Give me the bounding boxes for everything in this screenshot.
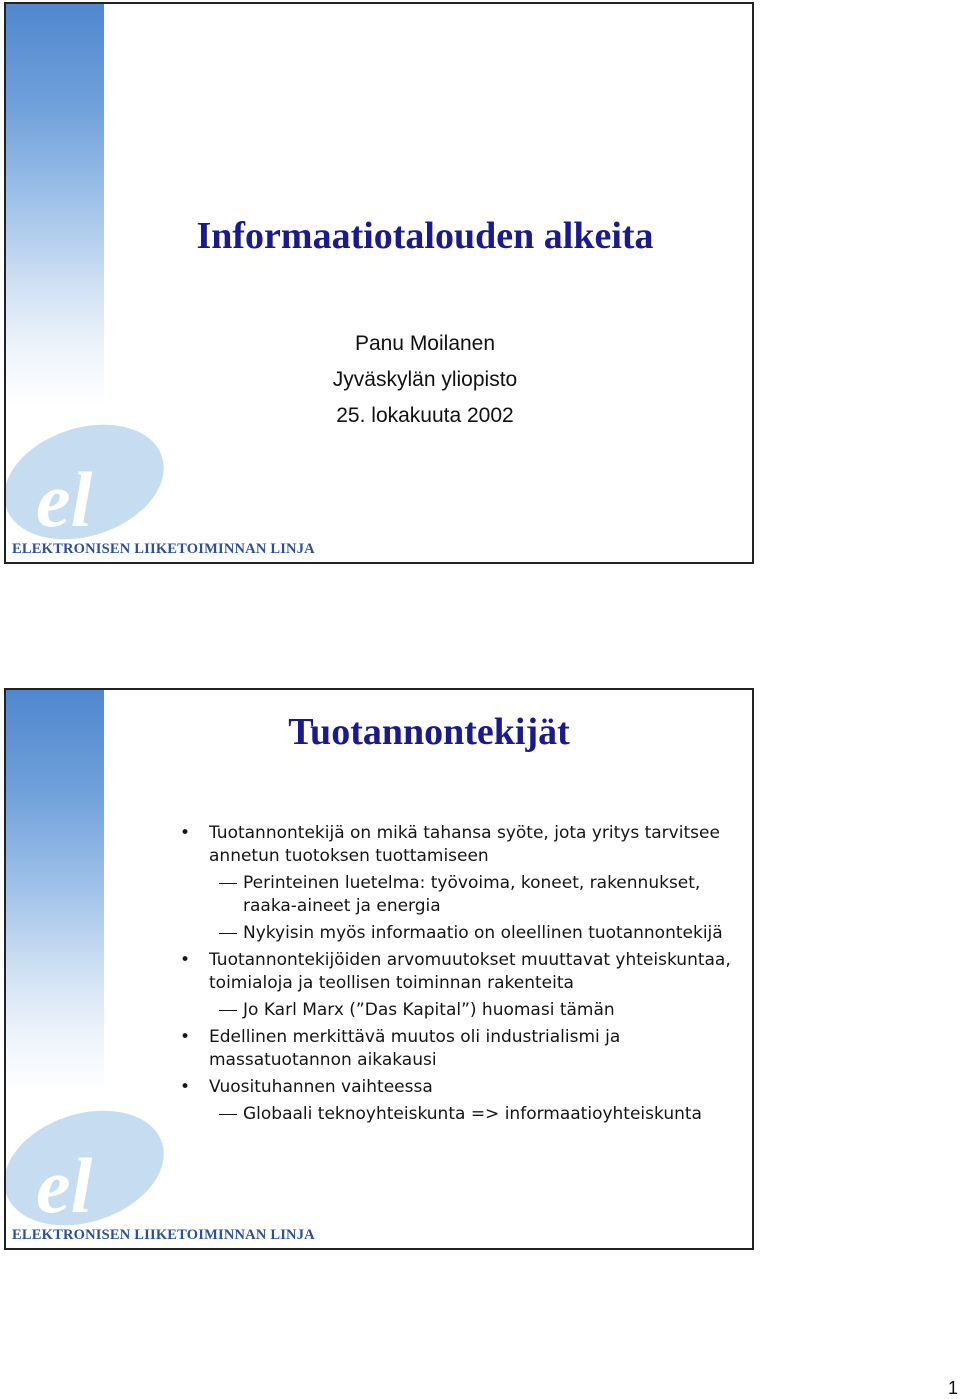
- dash-marker: [219, 1010, 237, 1011]
- bullet-item: • Tuotannontekijöiden arvomuutokset muuttavat yhteiskuntaa, toimialoja ja teollisen toiminnan rakenteita: [180, 950, 731, 993]
- bullet-marker: •: [180, 950, 191, 970]
- dash-marker: [219, 933, 237, 934]
- el-logo-mark: el: [36, 1142, 93, 1229]
- slide-title: Informaatiotalouden alkeita: [196, 215, 654, 257]
- slide-subtitle-block: [6, 326, 752, 434]
- dash-marker: [219, 883, 237, 884]
- affiliation: Jyväskylän yliopisto: [332, 368, 518, 391]
- el-logo-mark: el: [36, 456, 93, 543]
- el-logo: [6, 1108, 315, 1248]
- bullet-item: • Vuosituhannen vaihteessa: [180, 1077, 433, 1097]
- sub-bullet-item: Nykyisin myös informaatio on oleellinen tuotannontekijä: [176, 922, 746, 945]
- bullet-marker: •: [180, 1077, 191, 1097]
- slide-2: [4, 688, 754, 1250]
- slide-1: [4, 2, 754, 564]
- bullet-list: [176, 822, 746, 1130]
- bullet-item: • Edellinen merkittävä muutos oli industrialismi ja massatuotannon aikakausi: [180, 1027, 621, 1070]
- page-number: 1: [947, 1378, 958, 1398]
- el-logo: [6, 422, 315, 562]
- presentation-date: 25. lokakuuta 2002: [336, 404, 514, 427]
- author-name: Panu Moilanen: [354, 332, 496, 355]
- sub-bullet-item: Perinteinen luetelma: työvoima, koneet, rakennukset, raaka-aineet ja energia: [176, 872, 746, 918]
- el-logo-caption: ELEKTRONISEN LIIKETOIMINNAN LINJA: [12, 541, 315, 557]
- bullet-item: • Tuotannontekijä on mikä tahansa syöte, jota yritys tarvitsee annetun tuotoksen tuottamiseen: [180, 823, 720, 866]
- bullet-marker: •: [180, 823, 191, 843]
- sub-bullet-item: Globaali teknoyhteiskunta => informaatioyhteiskunta: [176, 1103, 746, 1126]
- el-logo-caption: ELEKTRONISEN LIIKETOIMINNAN LINJA: [12, 1227, 315, 1243]
- bullet-marker: •: [180, 1027, 191, 1047]
- sub-bullet-item: Jo Karl Marx (”Das Kapital”) huomasi tämän: [176, 999, 746, 1022]
- slide-title: Tuotannontekijät: [288, 711, 570, 753]
